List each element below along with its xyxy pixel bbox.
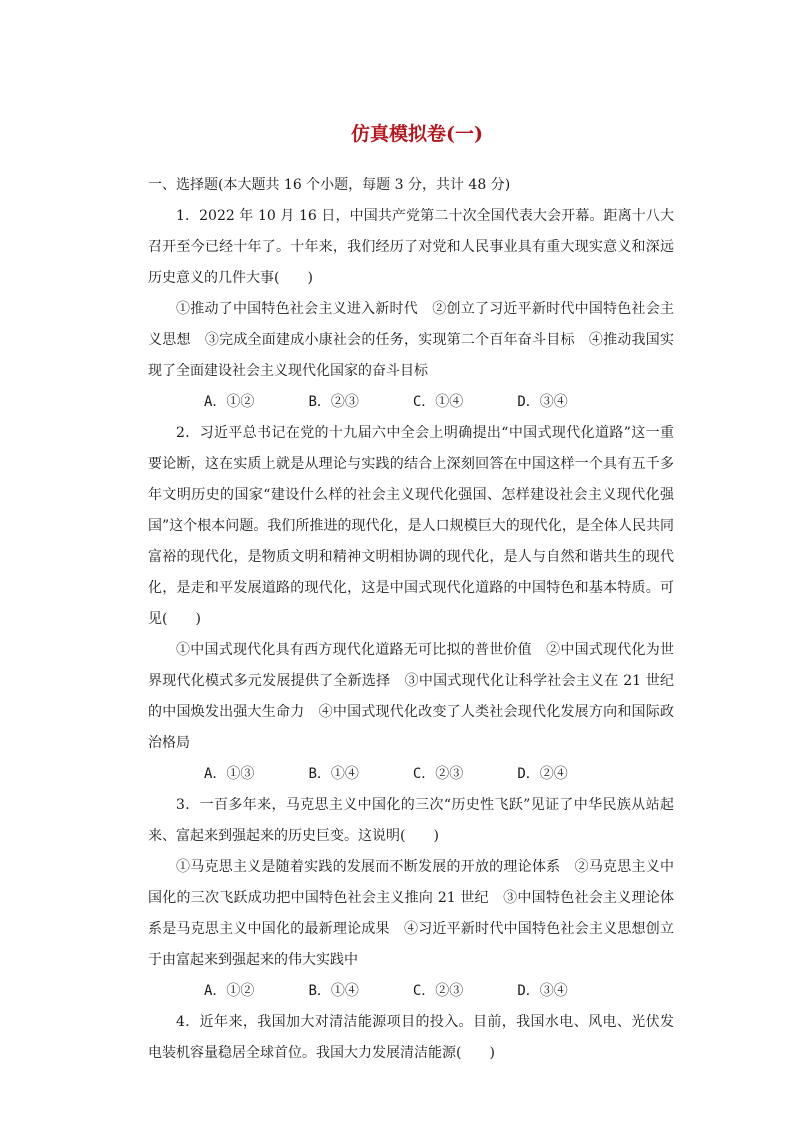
option-c[interactable]: C．②③ — [412, 983, 464, 999]
question-statements: ①推动了中国特色社会主义进入新时代 ②创立了习近平新时代中国特色社会主义思想 ③完成全面建成小康社会的任务，实现第二个百年奋斗目标 ④推动我国实现了全面建设社会主义现代化国家的奋斗目标 — [148, 301, 674, 379]
option-d[interactable]: D．③④ — [517, 983, 568, 999]
question-stem: 1．2022 年 10 月 16 日，中国共产党第二十次全国代表大会开幕。距离十八大召开至今已经十年了。十年来，我们经历了对党和人民事业具有重大现实意义和深远历史意义的几件大事( ) — [148, 208, 674, 286]
option-d[interactable]: D．②④ — [517, 766, 568, 782]
option-b[interactable]: B．②③ — [308, 394, 359, 410]
option-b[interactable]: B．①④ — [308, 983, 359, 999]
option-a[interactable]: A．①③ — [204, 766, 255, 782]
option-a[interactable]: A．①② — [204, 983, 255, 999]
section-heading: 一、选择题(本大题共 16 个小题，每题 3 分，共计 48 分) — [148, 177, 511, 193]
option-c[interactable]: C．①④ — [412, 394, 464, 410]
question-2 — [148, 418, 674, 790]
question-stem: 4．近年来，我国加大对清洁能源项目的投入。目前，我国水电、风电、光伏发电装机容量稳居全球首位。我国大力发展清洁能源( ) — [148, 1014, 674, 1061]
question-options — [148, 976, 674, 1007]
question-1 — [148, 201, 674, 418]
question-statements: ①马克思主义是随着实践的发展而不断发展的开放的理论体系 ②马克思主义中国化的三次飞跃成功把中国特色社会主义推向 21 世纪 ③中国特色社会主义理论体系是马克思主义中国化的最新理论成果 ④习近平新时代中国特色社会主义思想创立于由富起来到强起来的伟大实践中 — [148, 859, 674, 968]
option-a[interactable]: A．①② — [204, 394, 255, 410]
page-title: 仿真模拟卷(一) — [351, 123, 483, 145]
question-options — [148, 387, 674, 418]
question-stem: 3．一百多年来，马克思主义中国化的三次“历史性飞跃”见证了中华民族从站起来、富起来到强起来的历史巨变。这说明( ) — [148, 797, 674, 844]
question-stem: 2．习近平总书记在党的十九届六中全会上明确提出“中国式现代化道路”这一重要论断，这在实质上就是从理论与实践的结合上深刻回答在中国这样一个具有五千多年文明历史的国家“建设什么样的社会主义现代化强国、怎样建设社会主义现代化强国”这个根本问题。我们所推进的现代化，是人口规模巨大的现代化，是全体人民共同富裕的现代化，是物质文明和精神文明相协调的现代化，是人与自然和谐共生的现代化，是走和平发展道路的现代化，这是中国式现代化道路的中国特色和基本特质。可见( ) — [148, 425, 674, 627]
question-options — [148, 759, 674, 790]
option-c[interactable]: C．②③ — [412, 766, 464, 782]
question-4 — [148, 1007, 674, 1069]
option-d[interactable]: D．③④ — [517, 394, 568, 410]
option-b[interactable]: B．①④ — [308, 766, 359, 782]
question-statements: ①中国式现代化具有西方现代化道路无可比拟的普世价值 ②中国式现代化为世界现代化模式多元发展提供了全新选择 ③中国式现代化让科学社会主义在 21 世纪的中国焕发出强大生命力 ④中国式现代化改变了人类社会现代化发展方向和国际政治格局 — [148, 642, 674, 751]
question-3 — [148, 790, 674, 1007]
